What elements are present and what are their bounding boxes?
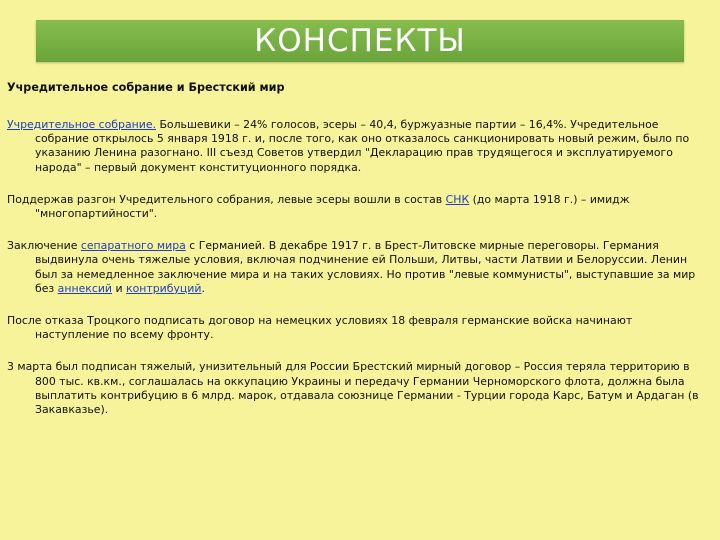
paragraph-trotsky <box>7 314 707 342</box>
paragraph-text: и <box>112 281 127 295</box>
link-contributions[interactable]: контрибуций <box>126 281 202 295</box>
paragraph-text: Поддержав разгон Учредительного собрания, левые эсеры вошли в состав <box>7 192 446 206</box>
paragraph-separate-peace <box>7 239 707 296</box>
link-annexations[interactable]: аннексий <box>57 281 113 295</box>
content-body <box>7 118 707 435</box>
paragraph-text: с Германией. В декабре 1917 г. в Брест-Литовске мирные переговоры. Германия выдвинула очень тяжелые условия, включая подчинение ей Польши, Литвы, части Латвии и Белоруссии. Ленин был за немедленное заключение мира и на таких условиях. Но против "левые коммунисты", выступавшие за мир без <box>35 239 696 295</box>
paragraph-text: Большевики – 24% голосов, эсеры – 40,4, буржуазные партии – 16,4%. Учредительное собрание открылось 5 января 1918 г. и, после того, как оно отказалось санкционировать новый режим, было по указанию Ленина разогнано. III съезд Советов утвердил "Декларацию прав трудящегося и эксплуатируемого народа" – первый документ конституционного порядка. <box>35 118 690 174</box>
paragraph-constituent-assembly <box>7 118 707 175</box>
link-constituent-assembly[interactable]: Учредительное собрание. <box>7 118 156 131</box>
section-subtitle: Учредительное собрание и Брестский мир <box>7 81 285 94</box>
link-separate-peace[interactable]: сепаратного мира <box>80 239 186 253</box>
page-title: КОНСПЕКТЫ <box>254 23 466 59</box>
paragraph-brest-treaty <box>7 360 707 417</box>
link-snk[interactable]: СНК <box>445 192 470 206</box>
paragraph-text: 3 марта был подписан тяжелый, унизительный для России Брестский мирный договор – Россия теряла территорию в 800 тыс. кв.км., соглашалась на оккупацию Украины и передачу Германии Черноморского флота, должна была выплатить контрибуцию в 6 млрд. марок, отдавала союзнице Германии - Турции города Карс, Батум и Ардаган (в Закавказье). <box>7 360 699 417</box>
paragraph-text: После отказа Троцкого подписать договор на немецких условиях 18 февраля германские войска начинают наступление по всему фронту. <box>7 314 633 342</box>
title-banner <box>36 20 684 62</box>
paragraph-text: Заключение <box>7 239 81 253</box>
paragraph-text: . <box>201 281 205 295</box>
paragraph-text: (до марта 1918 г.) – имидж "многопартийности". <box>35 192 630 221</box>
paragraph-left-sr <box>7 193 707 221</box>
